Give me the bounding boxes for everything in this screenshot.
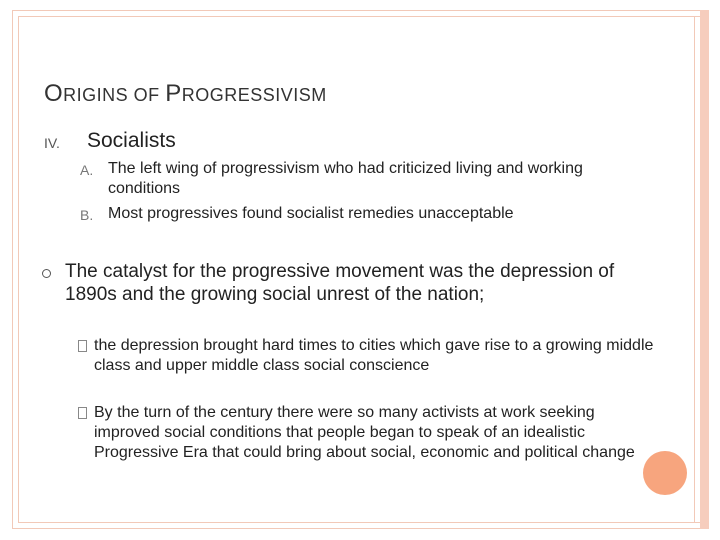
item-letter-b: B. xyxy=(80,207,94,223)
main-point-text: The catalyst for the progressive movement was the depression of 1890s and the growing social unrest of the nation; xyxy=(65,261,615,305)
sub-point-2: By the turn of the century there were so many activists at work seeking improved social conditions that people began to speak of an idealistic Progressive Era that could bring about social, economic and political change xyxy=(94,404,635,461)
slide-title xyxy=(44,80,327,108)
square-bullet-icon xyxy=(78,407,87,419)
square-bullet-icon xyxy=(78,340,87,352)
item-text-a: The left wing of progressivism who had criticized living and working conditions xyxy=(108,160,583,197)
slide-edge-band xyxy=(700,10,709,529)
accent-dot xyxy=(643,451,687,495)
item-letter-a: A. xyxy=(80,162,94,178)
title-initial-o: O xyxy=(44,80,64,107)
section-heading: Socialists xyxy=(87,129,176,152)
title-initial-p: P xyxy=(165,80,182,107)
title-part-1: RIGINS OF xyxy=(63,85,166,105)
section-numeral: IV. xyxy=(44,135,60,151)
sub-point-1: the depression brought hard times to cities which gave rise to a growing middle class and upper middle class social conscience xyxy=(94,337,654,374)
title-part-2: ROGRESSIVISM xyxy=(181,85,327,105)
circle-bullet-icon xyxy=(42,269,51,278)
item-text-b: Most progressives found socialist remedies unacceptable xyxy=(108,205,514,222)
slide-edge-line xyxy=(694,16,695,523)
